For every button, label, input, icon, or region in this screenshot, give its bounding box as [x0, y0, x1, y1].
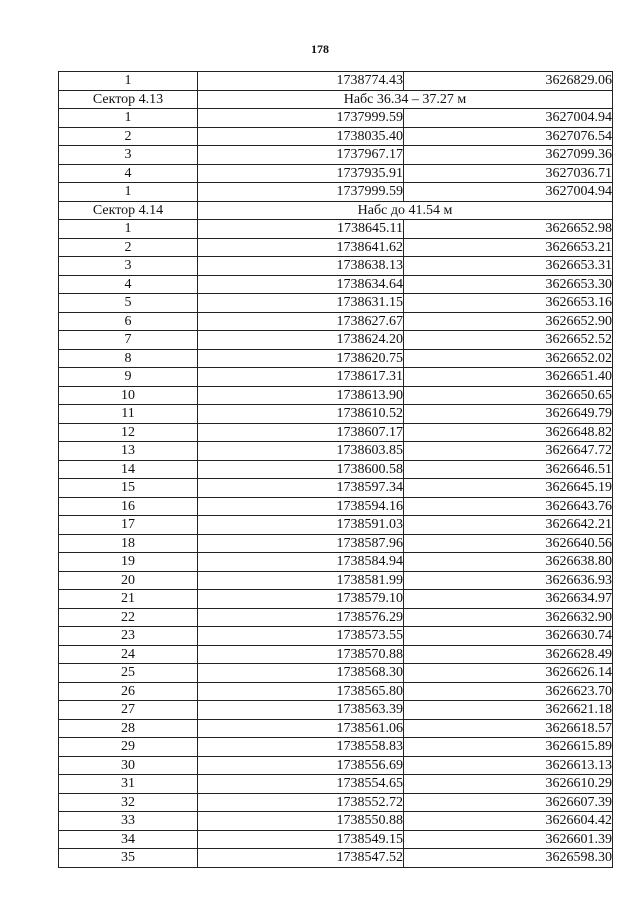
x-coordinate: 1738035.40 [198, 127, 404, 146]
y-coordinate: 3626653.30 [404, 275, 613, 294]
y-coordinate: 3626653.16 [404, 294, 613, 313]
x-coordinate: 1738600.58 [198, 460, 404, 479]
table-row [59, 627, 613, 646]
table-row [59, 590, 613, 609]
table-row [59, 460, 613, 479]
point-number: 28 [59, 719, 198, 738]
point-number: 23 [59, 627, 198, 646]
y-coordinate: 3626634.97 [404, 590, 613, 609]
point-number: 6 [59, 312, 198, 331]
y-coordinate: 3626628.49 [404, 645, 613, 664]
x-coordinate: 1738565.80 [198, 682, 404, 701]
x-coordinate: 1738556.69 [198, 756, 404, 775]
table-row [59, 109, 613, 128]
table-row [59, 756, 613, 775]
table-row [59, 442, 613, 461]
point-number: 4 [59, 275, 198, 294]
table-row [59, 386, 613, 405]
point-number: 13 [59, 442, 198, 461]
table-row [59, 608, 613, 627]
point-number: 5 [59, 294, 198, 313]
x-coordinate: 1738570.88 [198, 645, 404, 664]
x-coordinate: 1737935.91 [198, 164, 404, 183]
table-row [59, 701, 613, 720]
sector-elevation: Набс до 41.54 м [198, 201, 613, 220]
x-coordinate: 1738568.30 [198, 664, 404, 683]
y-coordinate: 3626613.13 [404, 756, 613, 775]
y-coordinate: 3626607.39 [404, 793, 613, 812]
y-coordinate: 3626647.72 [404, 442, 613, 461]
table-row [59, 294, 613, 313]
table-row [59, 312, 613, 331]
point-number: 29 [59, 738, 198, 757]
table-row [59, 553, 613, 572]
x-coordinate: 1738547.52 [198, 849, 404, 868]
point-number: 18 [59, 534, 198, 553]
x-coordinate: 1738552.72 [198, 793, 404, 812]
y-coordinate: 3626601.39 [404, 830, 613, 849]
point-number: 30 [59, 756, 198, 775]
y-coordinate: 3626615.89 [404, 738, 613, 757]
point-number: 9 [59, 368, 198, 387]
y-coordinate: 3626636.93 [404, 571, 613, 590]
x-coordinate: 1738563.39 [198, 701, 404, 720]
point-number: 10 [59, 386, 198, 405]
x-coordinate: 1738607.17 [198, 423, 404, 442]
x-coordinate: 1738581.99 [198, 571, 404, 590]
y-coordinate: 3626643.76 [404, 497, 613, 516]
table-row [59, 849, 613, 868]
table-row [59, 349, 613, 368]
table-row [59, 146, 613, 165]
point-number: 1 [59, 72, 198, 91]
table-row [59, 775, 613, 794]
point-number: 1 [59, 109, 198, 128]
table-row [59, 793, 613, 812]
table-row [59, 72, 613, 91]
sector-header-row [59, 90, 613, 109]
y-coordinate: 3626638.80 [404, 553, 613, 572]
table-row [59, 645, 613, 664]
point-number: 2 [59, 238, 198, 257]
point-number: 16 [59, 497, 198, 516]
x-coordinate: 1738554.65 [198, 775, 404, 794]
x-coordinate: 1738645.11 [198, 220, 404, 239]
y-coordinate: 3626642.21 [404, 516, 613, 535]
table-row [59, 220, 613, 239]
y-coordinate: 3626650.65 [404, 386, 613, 405]
y-coordinate: 3626621.18 [404, 701, 613, 720]
table-row [59, 257, 613, 276]
x-coordinate: 1738587.96 [198, 534, 404, 553]
x-coordinate: 1738627.67 [198, 312, 404, 331]
point-number: 34 [59, 830, 198, 849]
sector-elevation: Набс 36.34 – 37.27 м [198, 90, 613, 109]
x-coordinate: 1738638.13 [198, 257, 404, 276]
sector-header-row [59, 201, 613, 220]
x-coordinate: 1738573.55 [198, 627, 404, 646]
x-coordinate: 1738624.20 [198, 331, 404, 350]
point-number: 19 [59, 553, 198, 572]
point-number: 32 [59, 793, 198, 812]
point-number: 27 [59, 701, 198, 720]
y-coordinate: 3627004.94 [404, 183, 613, 202]
table-row [59, 830, 613, 849]
point-number: 21 [59, 590, 198, 609]
x-coordinate: 1738613.90 [198, 386, 404, 405]
table-row [59, 571, 613, 590]
y-coordinate: 3626630.74 [404, 627, 613, 646]
x-coordinate: 1738610.52 [198, 405, 404, 424]
table-row [59, 534, 613, 553]
x-coordinate: 1737967.17 [198, 146, 404, 165]
table-row [59, 479, 613, 498]
table-row [59, 423, 613, 442]
table-row [59, 275, 613, 294]
coordinates-table [58, 71, 613, 868]
table-row [59, 238, 613, 257]
y-coordinate: 3626652.02 [404, 349, 613, 368]
y-coordinate: 3627004.94 [404, 109, 613, 128]
x-coordinate: 1738603.85 [198, 442, 404, 461]
y-coordinate: 3626651.40 [404, 368, 613, 387]
x-coordinate: 1738576.29 [198, 608, 404, 627]
x-coordinate: 1738579.10 [198, 590, 404, 609]
table-row [59, 127, 613, 146]
y-coordinate: 3626652.98 [404, 220, 613, 239]
table-row [59, 331, 613, 350]
y-coordinate: 3626829.06 [404, 72, 613, 91]
sector-label: Сектор 4.14 [59, 201, 198, 220]
y-coordinate: 3626649.79 [404, 405, 613, 424]
point-number: 3 [59, 257, 198, 276]
table-row [59, 368, 613, 387]
table-row [59, 682, 613, 701]
point-number: 15 [59, 479, 198, 498]
x-coordinate: 1738584.94 [198, 553, 404, 572]
y-coordinate: 3626648.82 [404, 423, 613, 442]
y-coordinate: 3627036.71 [404, 164, 613, 183]
y-coordinate: 3626640.56 [404, 534, 613, 553]
point-number: 2 [59, 127, 198, 146]
point-number: 11 [59, 405, 198, 424]
x-coordinate: 1738774.43 [198, 72, 404, 91]
point-number: 35 [59, 849, 198, 868]
point-number: 1 [59, 183, 198, 202]
point-number: 17 [59, 516, 198, 535]
y-coordinate: 3627076.54 [404, 127, 613, 146]
point-number: 7 [59, 331, 198, 350]
table-row [59, 164, 613, 183]
table-row [59, 664, 613, 683]
y-coordinate: 3627099.36 [404, 146, 613, 165]
y-coordinate: 3626626.14 [404, 664, 613, 683]
point-number: 4 [59, 164, 198, 183]
x-coordinate: 1738641.62 [198, 238, 404, 257]
x-coordinate: 1738591.03 [198, 516, 404, 535]
point-number: 25 [59, 664, 198, 683]
y-coordinate: 3626652.90 [404, 312, 613, 331]
table-row [59, 405, 613, 424]
page-number: 178 [311, 42, 329, 56]
y-coordinate: 3626632.90 [404, 608, 613, 627]
x-coordinate: 1737999.59 [198, 109, 404, 128]
table-row [59, 497, 613, 516]
x-coordinate: 1738617.31 [198, 368, 404, 387]
table-row [59, 738, 613, 757]
point-number: 3 [59, 146, 198, 165]
y-coordinate: 3626618.57 [404, 719, 613, 738]
y-coordinate: 3626604.42 [404, 812, 613, 831]
point-number: 22 [59, 608, 198, 627]
point-number: 1 [59, 220, 198, 239]
y-coordinate: 3626645.19 [404, 479, 613, 498]
x-coordinate: 1738550.88 [198, 812, 404, 831]
x-coordinate: 1737999.59 [198, 183, 404, 202]
y-coordinate: 3626653.31 [404, 257, 613, 276]
y-coordinate: 3626653.21 [404, 238, 613, 257]
x-coordinate: 1738620.75 [198, 349, 404, 368]
point-number: 20 [59, 571, 198, 590]
coordinates-table-body [59, 72, 613, 868]
y-coordinate: 3626610.29 [404, 775, 613, 794]
x-coordinate: 1738631.15 [198, 294, 404, 313]
point-number: 33 [59, 812, 198, 831]
point-number: 31 [59, 775, 198, 794]
point-number: 26 [59, 682, 198, 701]
x-coordinate: 1738634.64 [198, 275, 404, 294]
table-row [59, 516, 613, 535]
x-coordinate: 1738561.06 [198, 719, 404, 738]
table-row [59, 719, 613, 738]
y-coordinate: 3626646.51 [404, 460, 613, 479]
x-coordinate: 1738594.16 [198, 497, 404, 516]
table-row [59, 183, 613, 202]
y-coordinate: 3626623.70 [404, 682, 613, 701]
table-row [59, 812, 613, 831]
point-number: 14 [59, 460, 198, 479]
point-number: 24 [59, 645, 198, 664]
sector-label: Сектор 4.13 [59, 90, 198, 109]
y-coordinate: 3626652.52 [404, 331, 613, 350]
x-coordinate: 1738558.83 [198, 738, 404, 757]
point-number: 12 [59, 423, 198, 442]
point-number: 8 [59, 349, 198, 368]
y-coordinate: 3626598.30 [404, 849, 613, 868]
x-coordinate: 1738549.15 [198, 830, 404, 849]
x-coordinate: 1738597.34 [198, 479, 404, 498]
